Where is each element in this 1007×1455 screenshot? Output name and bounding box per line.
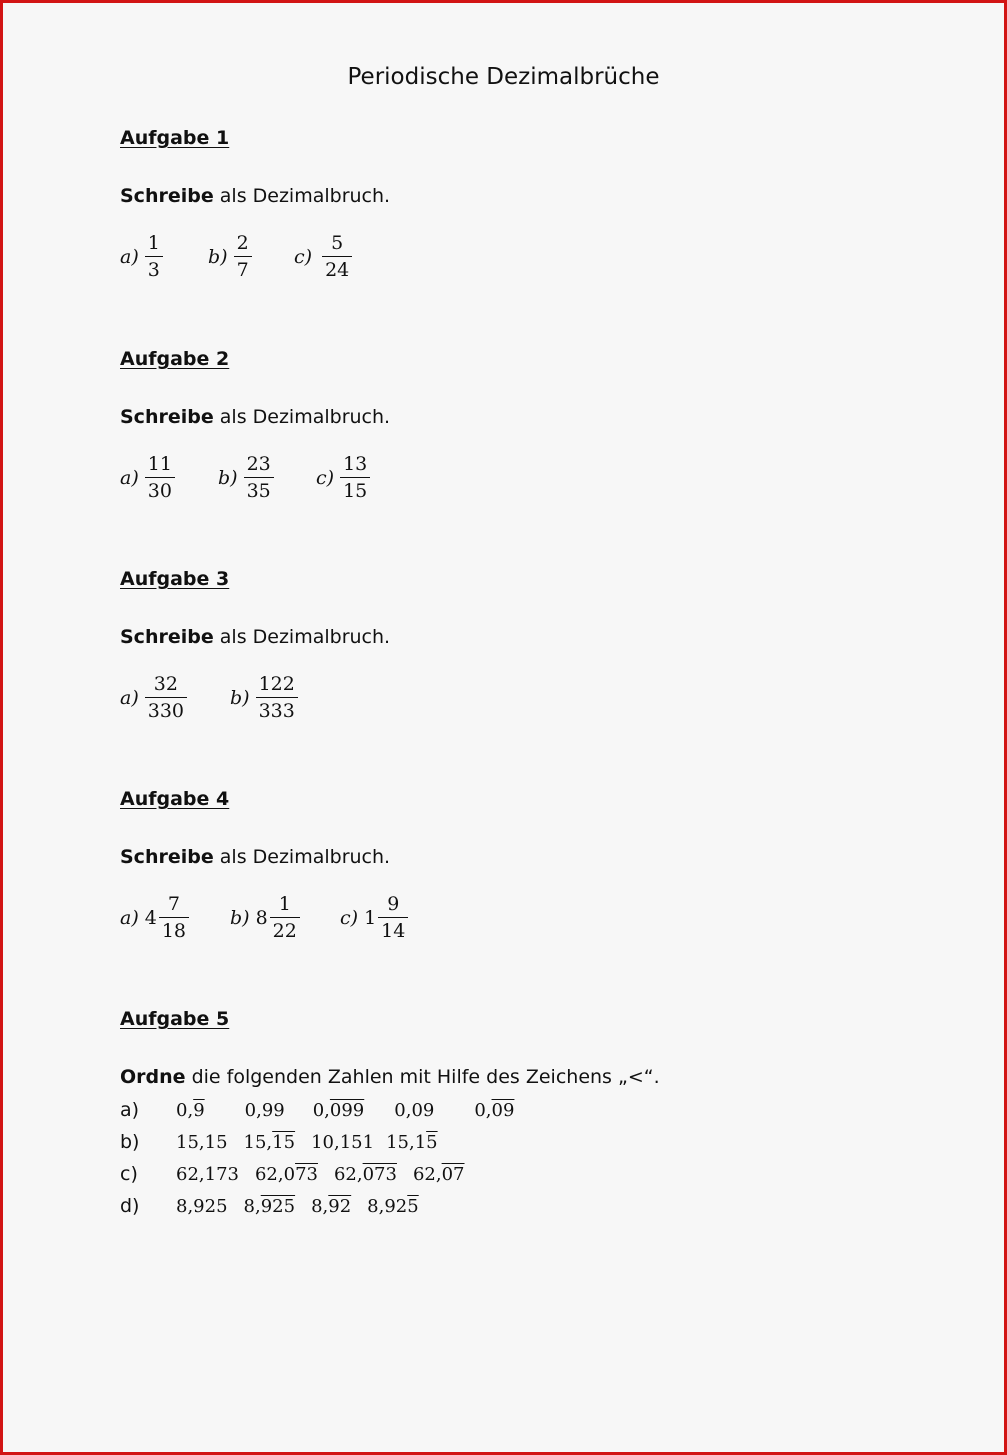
- row-label: a): [120, 1099, 140, 1121]
- task-label: b): [218, 467, 238, 489]
- task-label: c): [316, 467, 335, 489]
- order-rows: [120, 1089, 660, 1217]
- task-list: [120, 234, 390, 280]
- numerator: 23: [246, 453, 271, 475]
- task-b: [208, 234, 294, 280]
- decimal-number: 8,92: [311, 1196, 352, 1217]
- numerator: 2: [236, 232, 249, 254]
- task-b: [230, 675, 298, 721]
- instruction: [120, 625, 390, 649]
- aufgabe-3: [120, 567, 390, 721]
- numerator: 11: [147, 453, 172, 475]
- period-overline: 73: [295, 1164, 318, 1185]
- decimal-number: 10,151: [311, 1132, 375, 1153]
- aufgabe-1: [120, 126, 390, 280]
- decimal-number: 15,15: [386, 1132, 438, 1153]
- denominator: 333: [256, 697, 298, 721]
- order-row: [120, 1153, 660, 1185]
- task-a: [120, 675, 230, 721]
- decimal-number: 62,073: [254, 1164, 318, 1185]
- order-row: [120, 1121, 660, 1153]
- task-b: [218, 455, 316, 501]
- instruction: [120, 405, 390, 429]
- decimal-number: 0,9: [176, 1100, 205, 1121]
- numerator: 1: [147, 232, 160, 254]
- period-overline: 5: [426, 1132, 438, 1153]
- instruction-text: als Dezimalbruch.: [213, 185, 391, 207]
- row-label: b): [120, 1131, 140, 1153]
- numerator: 7: [167, 893, 180, 915]
- aufgabe-4: [120, 787, 408, 941]
- decimal-number: 8,925: [243, 1196, 296, 1217]
- period-overline: 09: [491, 1100, 515, 1121]
- task-label: a): [120, 907, 139, 929]
- period-overline: 92: [328, 1196, 352, 1217]
- fraction: [244, 455, 274, 501]
- period-overline: 073: [362, 1164, 397, 1185]
- instruction: [120, 845, 408, 869]
- task-a: [120, 455, 218, 501]
- instruction-verb: Schreibe: [120, 406, 214, 428]
- fraction: [145, 675, 187, 721]
- task-label: a): [120, 687, 139, 709]
- denominator: 18: [159, 917, 189, 941]
- decimal-number: 8,925: [367, 1196, 419, 1217]
- fraction: [378, 895, 408, 941]
- instruction: [120, 1065, 660, 1089]
- decimal-number: 0,099: [312, 1100, 365, 1121]
- denominator: 24: [322, 256, 352, 280]
- period-overline: 07: [441, 1164, 465, 1185]
- task-a: [120, 234, 208, 280]
- row-label: d): [120, 1195, 140, 1217]
- numerator: 122: [258, 673, 295, 695]
- order-row: [120, 1185, 660, 1217]
- decimal-number: 0,09: [474, 1100, 515, 1121]
- denominator: 14: [378, 917, 408, 941]
- fraction: [340, 455, 370, 501]
- instruction-text: als Dezimalbruch.: [213, 626, 391, 648]
- task-label: c): [294, 246, 313, 268]
- task-label: b): [208, 246, 228, 268]
- fraction: [270, 895, 300, 941]
- fraction: [145, 455, 175, 501]
- instruction-text: die folgenden Zahlen mit Hilfe des Zeichens „<“.: [185, 1066, 660, 1088]
- numerator: 5: [331, 232, 344, 254]
- instruction: [120, 184, 390, 208]
- aufgabe-heading: Aufgabe 2: [120, 348, 230, 370]
- row-label: c): [120, 1163, 138, 1185]
- task-c: [316, 455, 370, 501]
- decimal-number: 62,173: [176, 1164, 239, 1185]
- numerator: 9: [387, 893, 400, 915]
- numerator: 1: [278, 893, 291, 915]
- instruction-text: als Dezimalbruch.: [213, 406, 391, 428]
- fraction: [159, 895, 189, 941]
- task-c: [340, 895, 408, 941]
- period-overline: 15: [272, 1132, 296, 1153]
- period-overline: 925: [260, 1196, 296, 1217]
- denominator: 22: [270, 917, 300, 941]
- task-label: a): [120, 246, 139, 268]
- fraction: [145, 234, 163, 280]
- instruction-verb: Schreibe: [120, 846, 214, 868]
- task-label: b): [230, 907, 250, 929]
- fraction: [322, 234, 352, 280]
- aufgabe-5: [120, 1007, 660, 1217]
- task-label: b): [230, 687, 250, 709]
- aufgabe-heading: Aufgabe 3: [120, 568, 230, 590]
- task-list: [120, 675, 390, 721]
- whole-number: 4: [144, 907, 157, 929]
- numerator: 32: [153, 673, 178, 695]
- task-c: [294, 234, 352, 280]
- decimal-number: 15,15: [176, 1132, 228, 1153]
- task-label: c): [340, 907, 359, 929]
- period-overline: 5: [407, 1196, 419, 1217]
- decimal-number: 0,09: [394, 1100, 435, 1121]
- decimal-number: 0,99: [244, 1100, 285, 1121]
- denominator: 7: [234, 256, 252, 280]
- denominator: 330: [145, 697, 187, 721]
- task-list: [120, 455, 390, 501]
- decimal-number: 62,07: [412, 1164, 465, 1185]
- instruction-text: als Dezimalbruch.: [213, 846, 391, 868]
- period-overline: 099: [329, 1100, 365, 1121]
- aufgabe-heading: Aufgabe 5: [120, 1008, 230, 1030]
- aufgabe-heading: Aufgabe 4: [120, 788, 230, 810]
- period-overline: 9: [193, 1100, 205, 1121]
- order-row: [120, 1089, 660, 1121]
- fraction: [234, 234, 252, 280]
- aufgabe-heading: Aufgabe 1: [120, 127, 230, 149]
- denominator: 30: [145, 477, 175, 501]
- decimal-number: 8,925: [176, 1196, 228, 1217]
- decimal-number: 62,073: [333, 1164, 397, 1185]
- task-b: [230, 895, 340, 941]
- denominator: 35: [244, 477, 274, 501]
- instruction-verb: Ordne: [120, 1066, 186, 1088]
- numerator: 13: [343, 453, 368, 475]
- instruction-verb: Schreibe: [120, 626, 214, 648]
- denominator: 3: [145, 256, 163, 280]
- decimal-number: 15,15: [243, 1132, 296, 1153]
- fraction: [256, 675, 298, 721]
- denominator: 15: [340, 477, 370, 501]
- aufgabe-2: [120, 347, 390, 501]
- task-list: [120, 895, 408, 941]
- task-a: [120, 895, 230, 941]
- task-label: a): [120, 467, 139, 489]
- page-title: Periodische Dezimalbrüche: [347, 64, 660, 90]
- instruction-verb: Schreibe: [120, 185, 214, 207]
- whole-number: 8: [255, 907, 268, 929]
- whole-number: 1: [364, 907, 377, 929]
